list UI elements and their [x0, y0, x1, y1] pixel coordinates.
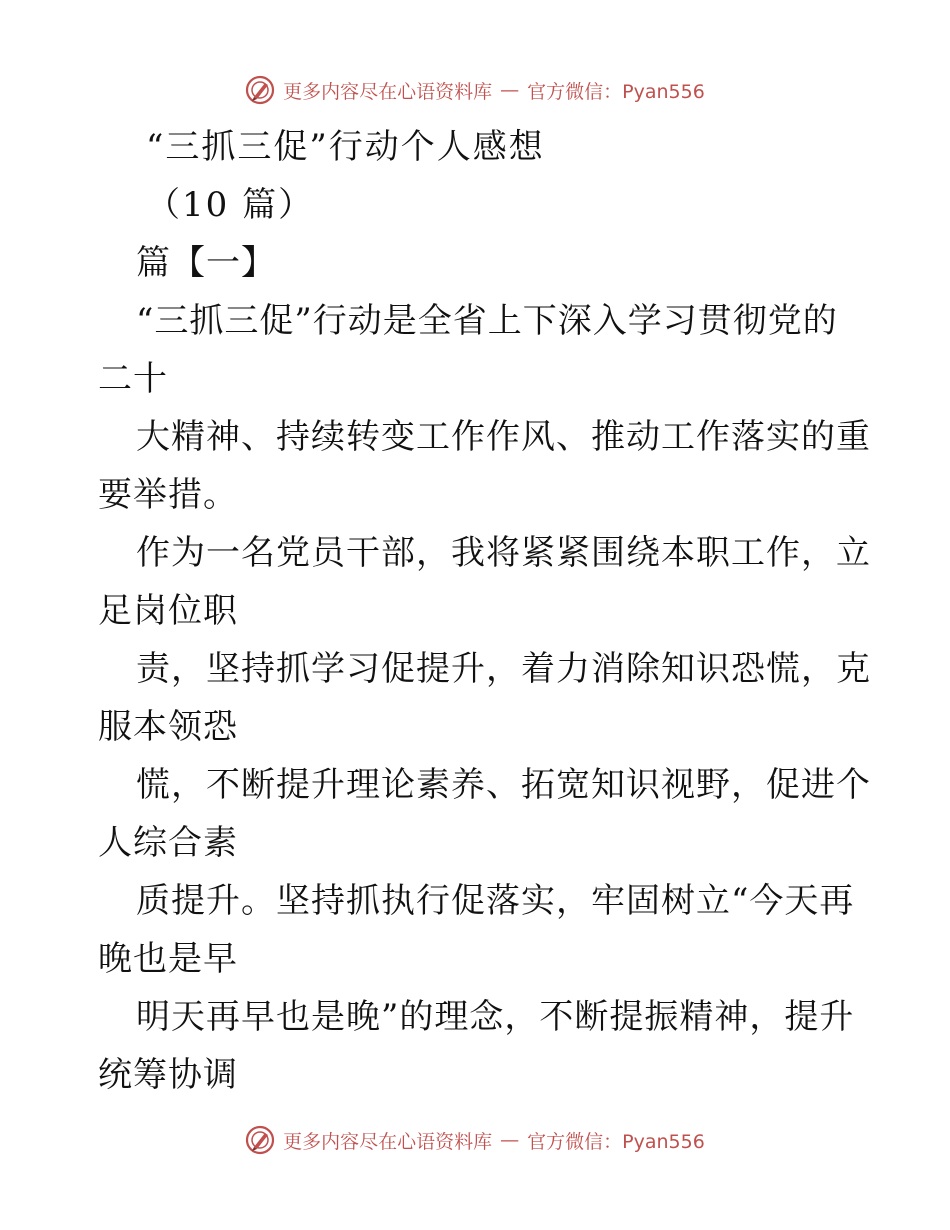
banner-wechat-text: 官方微信：Pyan556 — [527, 1130, 705, 1153]
banner-main-text: 更多内容尽在心语资料库 — [283, 1130, 493, 1153]
banner-main-text: 更多内容尽在心语资料库 — [283, 80, 493, 103]
document-subtitle: （10 篇） — [146, 185, 315, 225]
pen-logo-icon — [245, 75, 275, 105]
paragraph-lines — [98, 292, 871, 1104]
paragraph-line: 作为一名党员干部，我将紧紧围绕本职工作，立 — [136, 533, 871, 573]
paragraph-line: 大精神、持续转变工作作风、推动工作落实的重 — [136, 417, 871, 457]
paragraph-line: 足岗位职 — [98, 591, 238, 631]
paragraph-line: 慌，不断提升理论素养、拓宽知识视野，促进个 — [136, 765, 871, 805]
paragraph-line: 人综合素 — [98, 823, 238, 863]
paragraph-line: “三抓三促”行动是全省上下深入学习贯彻党的 — [136, 301, 838, 341]
banner-dash: — — [500, 1129, 520, 1151]
paragraph-line: 二十 — [98, 359, 168, 399]
document-title: “三抓三促”行动个人感想 — [146, 127, 545, 167]
footer-banner — [0, 1120, 950, 1160]
banner-dash: — — [500, 79, 520, 101]
banner-wechat-text: 官方微信：Pyan556 — [527, 80, 705, 103]
paragraph-line: 责，坚持抓学习促提升，着力消除知识恐慌，克 — [136, 649, 871, 689]
pen-logo-icon — [245, 1125, 275, 1155]
paragraph-line: 服本领恐 — [98, 707, 238, 747]
paragraph-line: 明天再早也是晚”的理念，不断提振精神，提升 — [136, 997, 855, 1037]
section-heading: 篇【一】 — [136, 243, 276, 283]
header-banner — [0, 70, 950, 110]
paragraph-line: 要举措。 — [98, 475, 238, 515]
paragraph-line: 统筹协调 — [98, 1055, 238, 1095]
paragraph-line: 晚也是早 — [98, 939, 238, 979]
paragraph-line: 质提升。坚持抓执行促落实，牢固树立“今天再 — [136, 881, 855, 921]
document-body — [98, 118, 871, 1104]
